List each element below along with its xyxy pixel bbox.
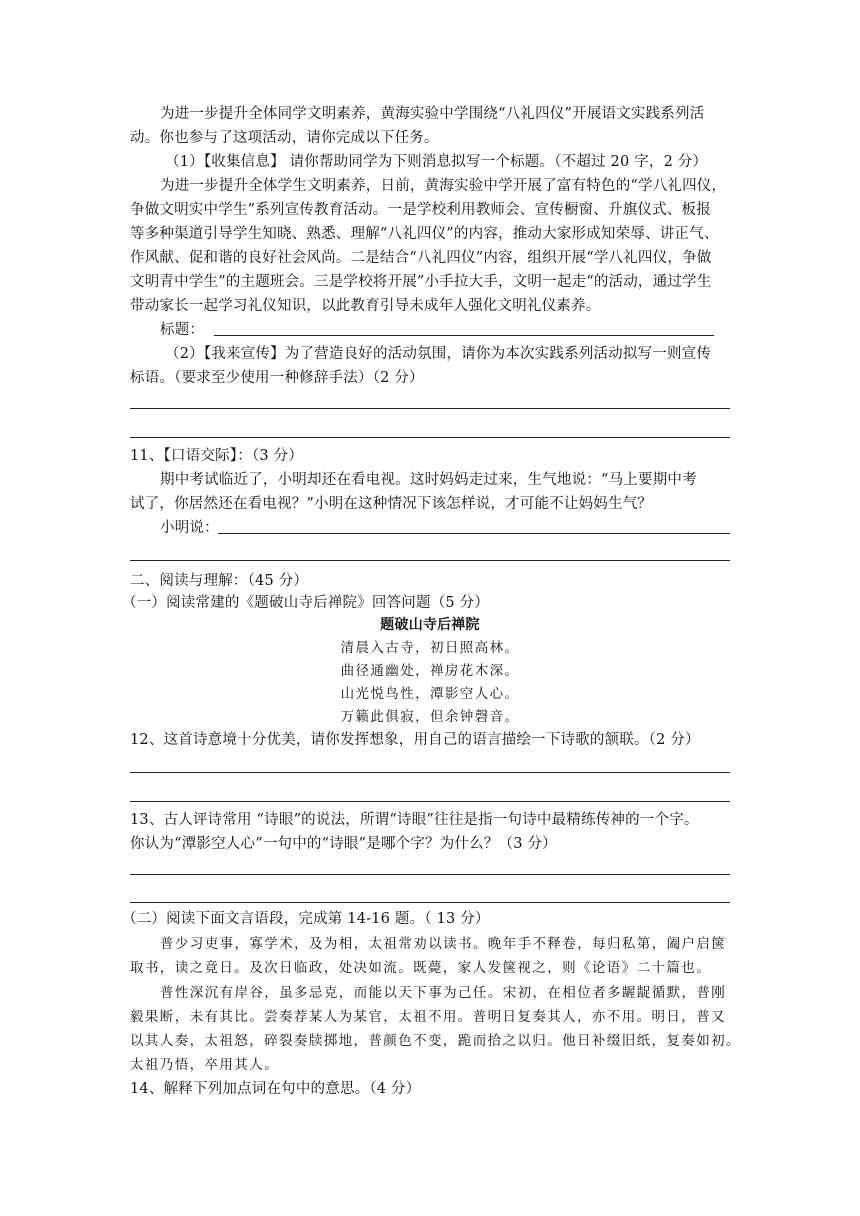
intro-line-2: 动。你也参与了这项活动，请你完成以下任务。 (130, 130, 439, 146)
q13-prompt-1: 13、古人评诗常用 “诗眼”的说法，所谓“诗眼”往往是指一句诗中最精练传神的一个字。 (130, 812, 699, 828)
part-2-heading: （二）阅读下面文言语段，完成第 14-16 题。（ 13 分） (122, 911, 490, 927)
q14-prompt: 14、解释下列加点词在句中的意思。（4 分） (130, 1081, 421, 1097)
intro-line-1: 为进一步提升全体同学文明素养，黄海实验中学围绕“八礼四仪”开展语文实践系列活 (160, 106, 705, 122)
q11-heading: 11、【口语交际】：（3 分） (130, 448, 304, 464)
classical-line-6: 太祖乃悟，卒用其人。 (130, 1057, 279, 1073)
task-2-prompt-2: 标语。（要求至少使用一种修辞手法）（2 分） (130, 370, 424, 386)
section-2-heading: 二、阅读与理解：（45 分） (130, 573, 309, 589)
news-line-4: 作风献、促和谐的良好社会风尚。二是结合“八礼四仪”内容，组织开展“学八礼四仪，争做 (130, 250, 712, 266)
classical-line-3: 普性深沉有岸谷，虽多忌克，而能以天下事为己任。宋初，在相位者多龌龊循默，普刚 (160, 985, 727, 1001)
q13-answer-line-1[interactable] (130, 874, 730, 875)
q12-prompt: 12、这首诗意境十分优美，请你发挥想象，用自己的语言描绘一下诗歌的颔联。（2 分） (130, 732, 700, 748)
slogan-answer-line-1[interactable] (130, 408, 730, 409)
q11-line-2: 试了，你居然还在看电视？”小明在这种情况下该怎样说，才可能不让妈妈生气？ (130, 496, 653, 512)
news-line-5: 文明青中学生”的主题班会。三是学校将开展”小手拉大手，文明一起走“的活动，通过学生 (130, 274, 712, 290)
q11-answer-line-1[interactable] (218, 533, 730, 534)
news-line-6: 带动家长一起学习礼仪知识，以此教育引导未成年人强化文明礼仪素养。 (130, 298, 601, 314)
poem-line-4: 万籁此俱寂，但余钟磬音。 (340, 709, 520, 725)
q12-answer-line-1[interactable] (130, 772, 730, 773)
classical-line-4: 毅果断，未有其比。尝奏荐某人为某官，太祖不用。普明日复奏其人，亦不用。明日，普又 (130, 1009, 726, 1025)
news-line-3: 等多种渠道引导学生知晓、熟悉、理解“八礼四仪”的内容，推动大家形成知荣辱、讲正气、 (130, 226, 719, 242)
classical-line-2: 取书，读之竟日。及次日临政，处决如流。既薨，家人发箧视之，则《论语》二十篇也。 (130, 960, 712, 976)
task-2-prompt-1: （2）【我来宣传】为了营造良好的活动氛围，请你为本次实践系列活动拟写一则宣传 (165, 346, 712, 362)
news-line-1: 为进一步提升全体学生文明素养，日前，黄海实验中学开展了富有特色的“学八礼四仪， (160, 178, 727, 194)
classical-line-5: 以其人奏，太祖怒，碎裂奏牍掷地，普颜色不变，跪而拾之以归。他日补缀旧纸，复奏如初。 (130, 1033, 741, 1049)
part-1-heading: （一）阅读常建的《题破山寺后禅院》回答问题（5 分） (122, 595, 490, 611)
news-line-2: 争做文明实中学生”系列宣传教育活动。一是学校利用教师会、宣传橱窗、升旗仪式、板报 (130, 202, 711, 218)
xiaoming-label: 小明说： (160, 520, 219, 536)
task-1-prompt: （1）【收集信息】 请你帮助同学为下则消息拟写一个标题。（不超过 20 字，2 分） (165, 154, 708, 170)
q12-answer-line-2[interactable] (130, 801, 730, 802)
q11-answer-line-2[interactable] (130, 560, 730, 561)
classical-line-1: 普少习吏事，寡学术，及为相，太祖常劝以读书。晚年手不释卷，每归私第，阖户启箧 (160, 936, 727, 952)
slogan-answer-line-2[interactable] (130, 437, 730, 438)
title-label: 标题： (160, 322, 205, 338)
q13-answer-line-2[interactable] (130, 902, 730, 903)
poem-title: 题破山寺后禅院 (380, 617, 480, 633)
poem-line-1: 清晨入古寺，初日照高林。 (340, 640, 520, 656)
q11-line-1: 期中考试临近了，小明却还在看电视。这时妈妈走过来，生气地说：“马上要期中考 (160, 472, 697, 488)
title-answer-line[interactable] (214, 335, 714, 336)
poem-line-2: 曲径通幽处，禅房花木深。 (340, 663, 520, 679)
q13-prompt-2: 你认为“潭影空人心”一句中的“诗眼”是哪个字？为什么？（3 分） (130, 836, 557, 852)
poem-line-3: 山光悦鸟性，潭影空人心。 (340, 686, 520, 702)
